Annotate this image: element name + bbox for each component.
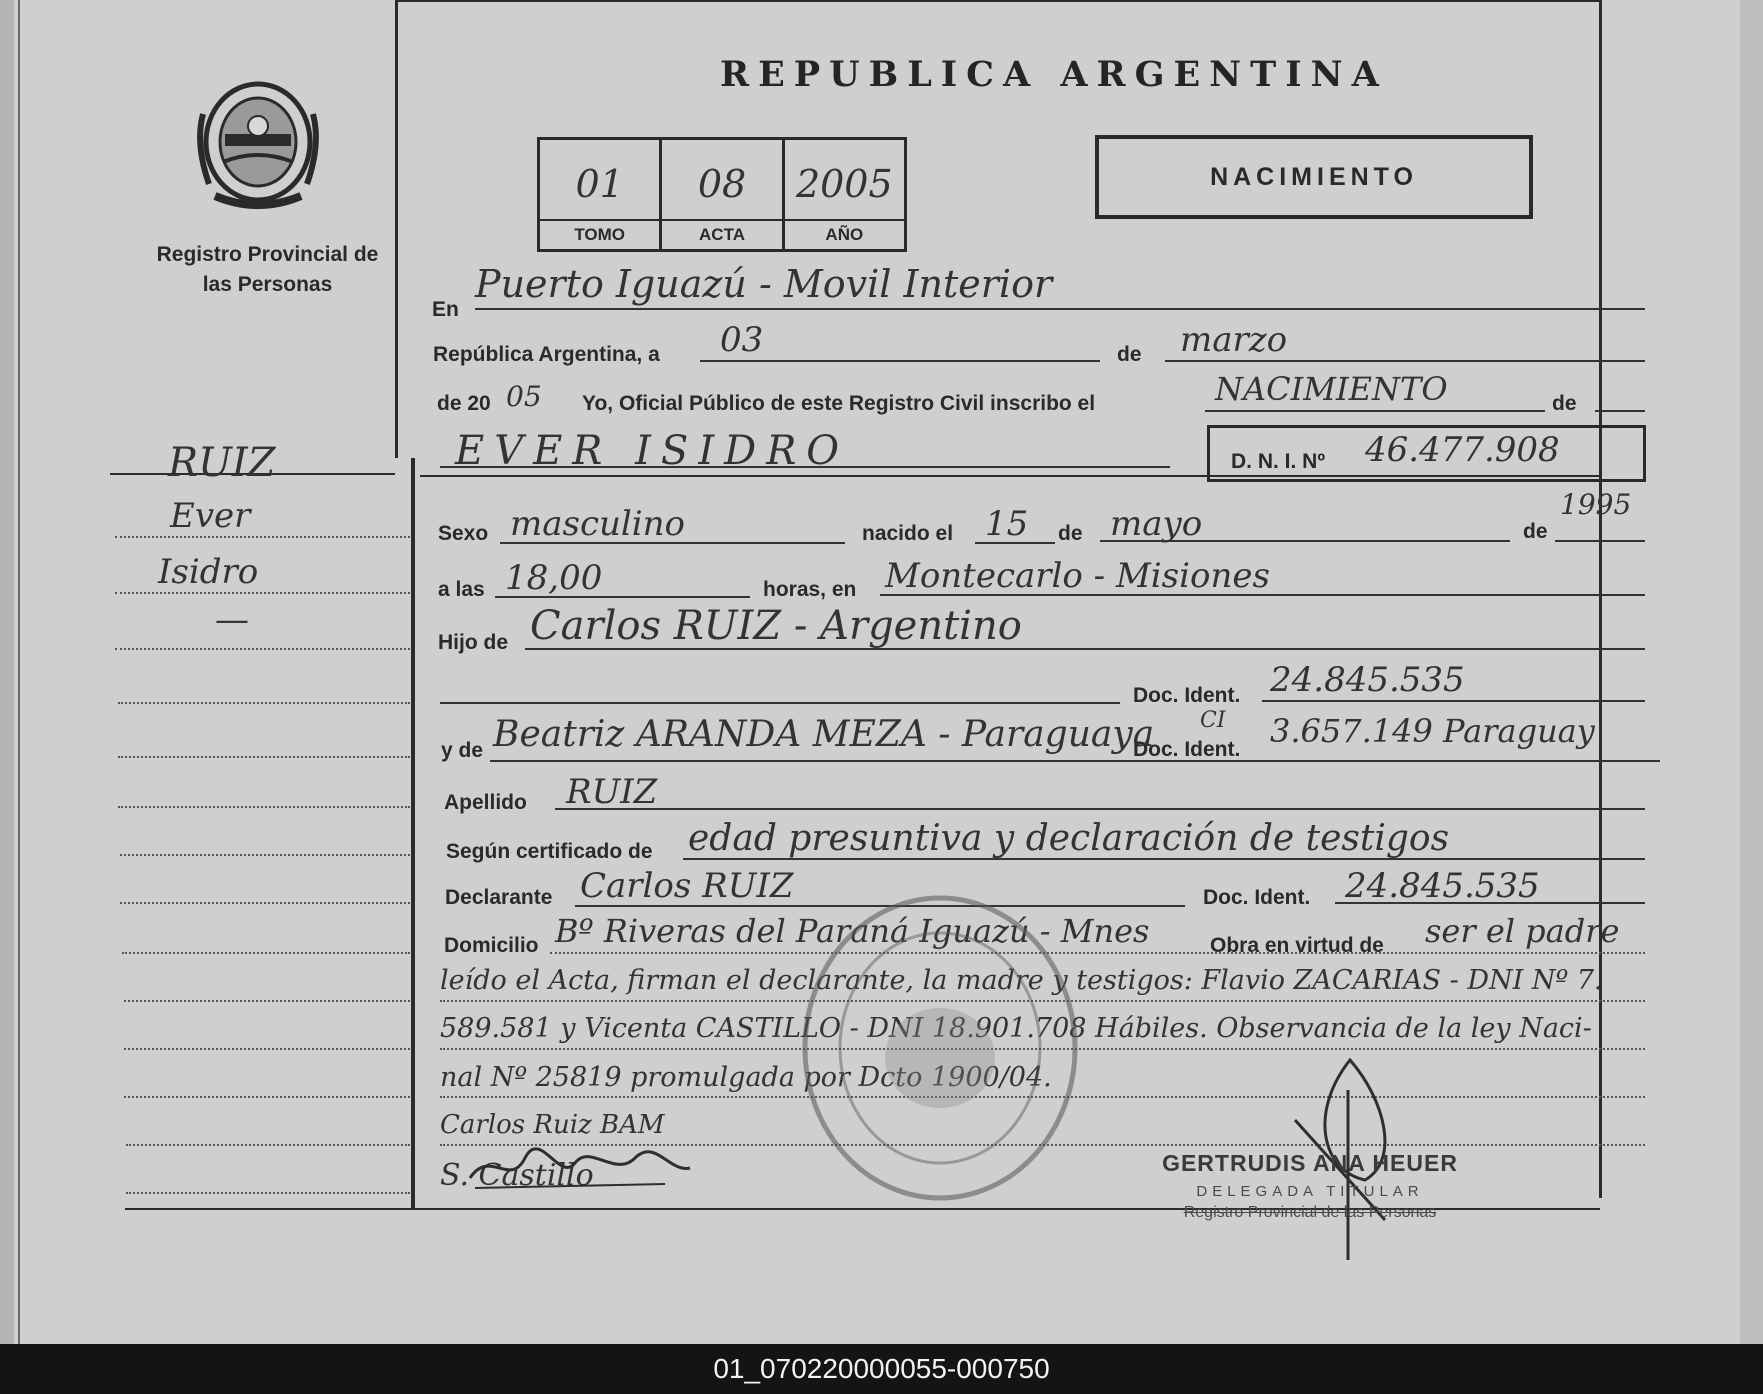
alas-label: a las — [438, 578, 485, 601]
page-edge — [1740, 0, 1763, 1344]
act-written-value: NACIMIENTO — [1215, 370, 1448, 408]
birth-day-value: 15 — [985, 504, 1029, 544]
misiones-emblem-icon — [195, 74, 321, 214]
witness-signature-icon — [465, 1138, 695, 1198]
segun-line — [683, 858, 1645, 860]
person-name-value: EVER ISIDRO — [455, 428, 850, 474]
month-line — [1165, 360, 1645, 362]
birth-place-line — [880, 594, 1645, 596]
sexo-line — [500, 542, 845, 544]
hour-line — [495, 596, 750, 598]
birth-year-value: 1995 — [1560, 488, 1632, 521]
de-label-3: de — [1058, 522, 1083, 545]
margin-surname: RUIZ — [168, 440, 276, 486]
margin-rule — [115, 648, 410, 650]
official-signature-block — [1100, 1150, 1520, 1222]
en-label: En — [432, 298, 459, 321]
apellido-value: RUIZ — [566, 772, 658, 812]
margin-rule — [124, 1048, 410, 1050]
margin-rule — [115, 536, 410, 538]
document-id-footer: 01_070220000055-000750 — [0, 1344, 1763, 1394]
domicilio-value: Bº Riveras del Paraná Iguazú - Mnes — [555, 912, 1150, 950]
declarante-doc-value: 24.845.535 — [1345, 866, 1540, 906]
segun-label: Según certificado de — [446, 840, 653, 863]
act-written-line — [1205, 410, 1545, 412]
tomo-label: TOMO — [540, 219, 659, 249]
year-prefix: de 20 — [437, 392, 491, 415]
blank-line — [440, 702, 1120, 704]
official-role: DELEGADA TITULAR — [1196, 1183, 1424, 1200]
hour-value: 18,00 — [505, 558, 603, 598]
margin-rule — [124, 1096, 410, 1098]
margin-rule — [118, 756, 410, 758]
registry-name: Registro Provincial de las Personas — [156, 243, 379, 296]
birth-month-line — [1100, 540, 1510, 542]
binding-gap — [0, 0, 14, 1344]
acta-cell — [662, 140, 784, 249]
doc-label-3: Doc. Ident. — [1203, 886, 1311, 909]
sexo-label: Sexo — [438, 522, 489, 545]
dni-value: 46.477.908 — [1365, 430, 1560, 470]
margin-dash: — — [215, 600, 249, 640]
father-line — [525, 648, 1645, 650]
official-round-stamp — [795, 888, 1085, 1208]
birth-month-value: mayo — [1110, 504, 1203, 544]
margin-rule — [115, 592, 410, 594]
ano-value: 2005 — [795, 162, 893, 206]
hijo-label: Hijo de — [438, 631, 509, 654]
tomo-value: 01 — [575, 162, 624, 206]
act-type-label: NACIMIENTO — [1210, 163, 1418, 191]
right-frame-line — [1599, 0, 1602, 1198]
birth-place-value: Montecarlo - Misiones — [885, 556, 1270, 596]
text-line-3: nal Nº 25819 promulgada por Dcto 1900/04. — [440, 1062, 1052, 1093]
margin-divider-bottom — [411, 458, 415, 1208]
apellido-label: Apellido — [444, 791, 527, 814]
margin-name-2: Isidro — [158, 552, 259, 592]
day-value: 03 — [720, 320, 764, 360]
domicilio-label: Domicilio — [444, 934, 539, 957]
segun-value: edad presuntiva y declaración de testigos — [688, 818, 1450, 859]
declarante-doc-line — [1335, 902, 1645, 904]
text-line-5: S. Castillo — [440, 1158, 594, 1193]
doc-label-1: Doc. Ident. — [1133, 684, 1241, 707]
father-doc-line — [1262, 700, 1645, 702]
act-type-box — [1095, 135, 1533, 219]
margin-rule — [124, 1000, 410, 1002]
margin-rule — [126, 1144, 410, 1146]
country-title: REPUBLICA ARGENTINA — [720, 54, 1388, 95]
de-line — [1595, 410, 1645, 412]
mother-line — [490, 760, 1660, 762]
declarante-value: Carlos RUIZ — [580, 866, 794, 906]
text-line-2: 589.581 y Vicenta CASTILLO - DNI 18.901.708 Hábiles. Observancia de la ley Naci- — [440, 1013, 1592, 1044]
declarante-label: Declarante — [445, 886, 553, 909]
margin-rule — [122, 952, 410, 954]
tomo-cell — [540, 140, 662, 249]
de-label-2: de — [1552, 392, 1577, 415]
binding-line — [18, 0, 20, 1344]
acta-value: 08 — [697, 162, 747, 206]
y-de-label: y de — [441, 739, 484, 762]
record-number-box — [537, 137, 907, 252]
ano-label: AÑO — [785, 219, 904, 249]
text-line-4: Carlos Ruiz BAM — [440, 1110, 665, 1140]
mother-doc-value: 3.657.149 Paraguay — [1270, 712, 1595, 750]
place-line — [475, 308, 1645, 310]
birth-year-line — [1555, 540, 1645, 542]
month-value: marzo — [1180, 320, 1288, 360]
mother-doc-prefix: CI — [1200, 708, 1226, 733]
acta-label: ACTA — [662, 219, 781, 249]
nacido-label: nacido el — [862, 522, 954, 545]
margin-rule — [120, 902, 410, 904]
yo-text: Yo, Oficial Público de este Registro Civil inscribo el — [582, 392, 1096, 415]
father-doc-value: 24.845.535 — [1270, 660, 1465, 700]
father-value: Carlos RUIZ - Argentino — [530, 603, 1022, 649]
republica-label: República Argentina, a — [433, 343, 660, 366]
person-name-line — [440, 466, 1170, 468]
margin-divider-top — [395, 0, 398, 458]
margin-rule — [120, 854, 410, 856]
margin-rule — [118, 702, 410, 704]
official-organization: Registro Provincial de las Personas — [1183, 1204, 1437, 1221]
apellido-line — [555, 808, 1645, 810]
obra-value: ser el padre — [1425, 912, 1620, 950]
margin-rule — [118, 806, 410, 808]
margin-rule — [126, 1192, 410, 1194]
mother-value: Beatriz ARANDA MEZA - Paraguaya — [493, 714, 1155, 755]
ano-cell — [785, 140, 904, 249]
dni-label: D. N. I. Nº — [1231, 450, 1326, 473]
day-line — [700, 360, 1100, 362]
birth-day-line — [975, 542, 1055, 544]
de-label: de — [1117, 343, 1142, 366]
sexo-value: masculino — [510, 504, 686, 544]
text-line-1: leído el Acta, firman el declarante, la madre y testigos: Flavio ZACARIAS - DNI Nº 7. — [440, 965, 1603, 996]
de-label-4: de — [1523, 520, 1548, 543]
doc-label-2: Doc. Ident. — [1133, 738, 1241, 761]
official-name: GERTRUDIS ANA HEUER — [1162, 1150, 1458, 1176]
domicilio-line — [550, 952, 1645, 954]
obra-label: Obra en virtud de — [1210, 934, 1384, 957]
horas-label: horas, en — [763, 578, 857, 601]
place-value: Puerto Iguazú - Movil Interior — [475, 262, 1053, 306]
margin-name-1: Ever — [170, 496, 251, 536]
year-suffix: 05 — [506, 380, 542, 413]
top-frame-line — [398, 0, 1599, 2]
